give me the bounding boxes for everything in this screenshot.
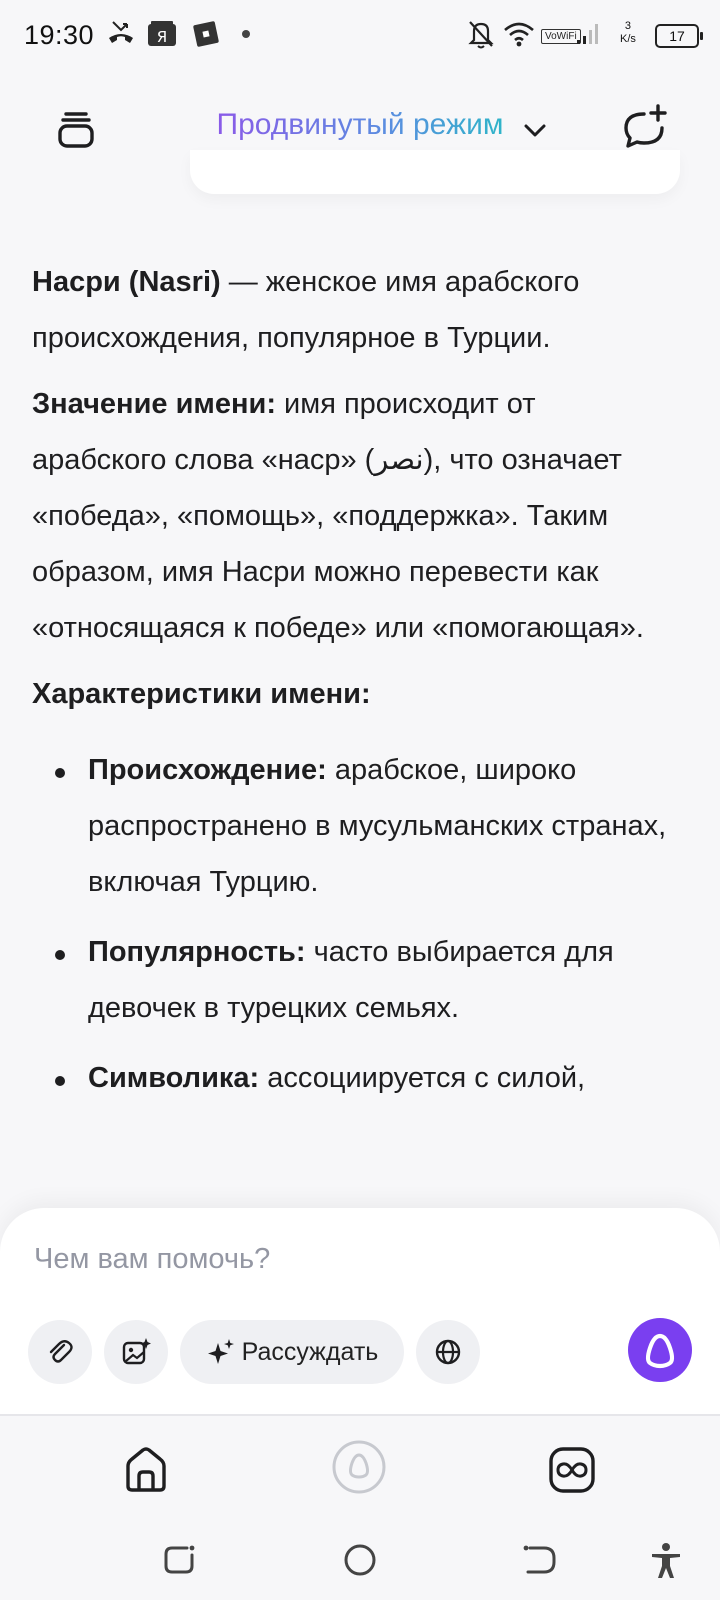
chevron-down-icon[interactable]: [522, 118, 548, 144]
characteristics-list: [32, 742, 672, 1106]
image-generation-button[interactable]: [104, 1320, 168, 1384]
mode-title-text: Продвинутый режим: [216, 108, 504, 141]
battery-indicator: 17: [655, 24, 699, 48]
svg-text:Я: Я: [156, 28, 168, 46]
image-sparkle-icon: [120, 1336, 152, 1368]
roblox-app-icon: [190, 18, 222, 50]
answer-intro: Насри (Nasri) — женское имя арабского происхождения, популярное в Турции.: [32, 266, 580, 354]
globe-icon: [433, 1337, 463, 1367]
home-icon[interactable]: [118, 1442, 174, 1498]
web-search-button[interactable]: [416, 1320, 480, 1384]
answer-meaning: Значение имени: имя происходит от арабского слова «наср» (نصر), что означает «победа», «помощь», «поддержка». Таким образом, имя Насри можно перевести как «относящаяся к победе» или «помогающая».: [32, 388, 644, 644]
wifi-icon: [502, 18, 536, 50]
recent-apps-icon[interactable]: [160, 1540, 200, 1580]
prompt-input[interactable]: [32, 1236, 596, 1282]
vowifi-badge: VoWiFi: [541, 29, 581, 44]
previous-message-card: [190, 150, 680, 194]
home-circle-icon[interactable]: [340, 1540, 380, 1580]
mode-selector[interactable]: [0, 108, 720, 142]
yandex-app-icon: [146, 18, 178, 50]
list-item: Символика: ассоциируется с силой,: [88, 1050, 672, 1106]
accessibility-icon[interactable]: [646, 1540, 686, 1580]
status-bar: [0, 0, 720, 72]
new-chat-icon[interactable]: [618, 102, 670, 154]
status-time: 19:30: [24, 20, 95, 50]
alice-icon: [628, 1318, 692, 1382]
system-navigation: [0, 1520, 720, 1600]
notification-dot-icon: [240, 28, 252, 40]
message-composer: [0, 1208, 720, 1414]
attach-button[interactable]: [28, 1320, 92, 1384]
network-speed: 3 K/s: [620, 20, 636, 45]
sparkle-icon: [206, 1337, 236, 1367]
list-item: Происхождение: арабское, широко распространено в мусульманских странах, включая Турцию.: [88, 742, 672, 910]
mute-bell-icon: [466, 18, 496, 50]
paperclip-icon: [45, 1337, 75, 1367]
back-icon[interactable]: [520, 1540, 560, 1580]
bottom-navigation: [0, 1416, 720, 1520]
signal-icon: [576, 18, 602, 50]
reason-label: Рассуждать: [241, 1337, 379, 1366]
reason-button[interactable]: [180, 1320, 404, 1384]
missed-call-icon: [106, 18, 136, 48]
assistant-answer: [32, 254, 672, 1120]
assistant-icon[interactable]: [330, 1438, 388, 1496]
characteristics-heading: Характеристики имени:: [32, 678, 371, 710]
alice-voice-button[interactable]: [628, 1318, 692, 1382]
list-item: Популярность: часто выбирается для девочек в турецких семьях.: [88, 924, 672, 1036]
infinity-icon[interactable]: [544, 1442, 600, 1498]
